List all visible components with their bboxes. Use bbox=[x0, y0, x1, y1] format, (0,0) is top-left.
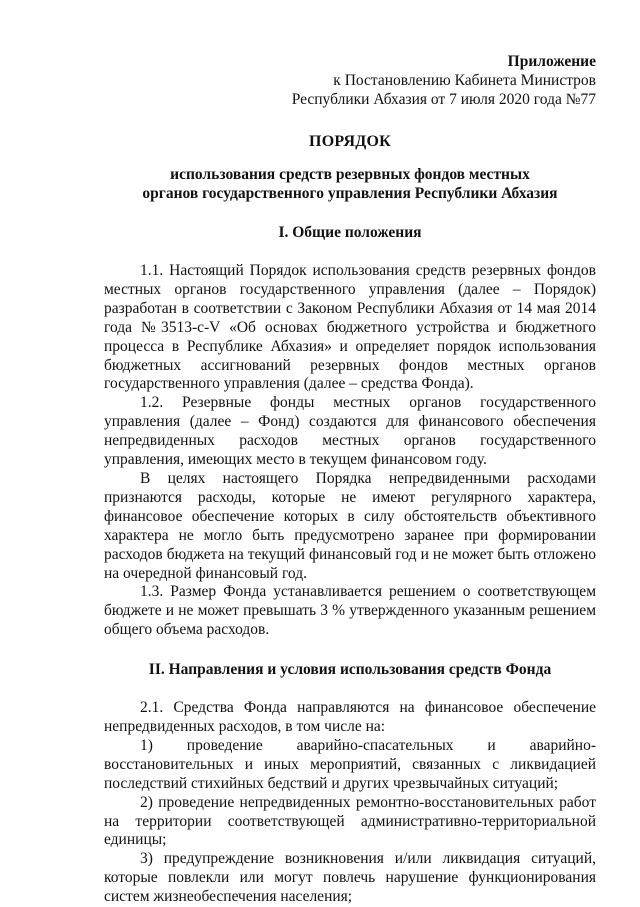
document-title: ПОРЯДОК bbox=[309, 133, 391, 150]
subtitle-line-1: использования средств резервных фондов местных bbox=[170, 166, 530, 183]
appendix-title: Приложение bbox=[507, 53, 596, 70]
list-item-1: 1) проведение аварийно-спасательных и аварийно-восстановительных и иных мероприятий, связанных с ликвидацией последствий стихийных бедствий и других чрезвычайных ситуаций; bbox=[104, 736, 596, 792]
document-subtitle bbox=[104, 165, 596, 203]
paragraph-2-1: 2.1. Средства Фонда направляются на финансовое обеспечение непредвиденных расходов, в том числе на: bbox=[104, 699, 596, 736]
appendix-block bbox=[104, 52, 596, 109]
paragraph-1-2: 1.2. Резервные фонды местных органов государственного управления (далее – Фонд) создаются для финансового обеспечения непредвиденных расходов местных органов государственного управления, имеющих место в текущем финансовом году. bbox=[104, 394, 596, 469]
paragraph-1-2-note: В целях настоящего Порядка непредвиденными расходами признаются расходы, которые не имеют регулярного характера, финансовое обеспечение которых в силу обстоятельств объективного характера не могло быть предусмотрено заранее при формировании расходов бюджета на текущий финансовый год и не может быть отложено на очередной финансовый год. bbox=[104, 469, 596, 582]
list-item-3: 3) предупреждение возникновения и/или ликвидация ситуаций, которые повлекли или могут повлечь нарушение функционирования систем жизнеобеспечения населения; bbox=[104, 850, 596, 906]
section-2-heading: II. Направления и условия использования средств Фонда bbox=[148, 661, 552, 679]
appendix-line-2: Республики Абхазия от 7 июля 2020 года №77 bbox=[291, 91, 596, 108]
section-1-heading: I. Общие положения bbox=[278, 224, 422, 241]
appendix-line-1: к Постановлению Кабинета Министров bbox=[333, 72, 596, 89]
paragraph-1-1: 1.1. Настоящий Порядок использования средств резервных фондов местных органов государственного управления (далее – Порядок) разработан в соответствии с Законом Республики Абхазия от 14 мая 2014 года №3513-с-V «Об основах бюджетного устройства и бюджетного процесса в Республике Абхазия» и определяет порядок использования бюджетных ассигнований резервных фондов местных органов государственного управления (далее – средства Фонда). bbox=[104, 262, 596, 393]
paragraph-1-3: 1.3. Размер Фонда устанавливается решением о соответствующем бюджете и не может превышать 3 % утвержденного указанным решением общего объема расходов. bbox=[104, 583, 596, 639]
list-item-2: 2) проведение непредвиденных ремонтно-восстановительных работ на территории соответствующей административно-территориальной единицы; bbox=[104, 793, 596, 849]
subtitle-line-2: органов государственного управления Республики Абхазия bbox=[142, 185, 558, 202]
